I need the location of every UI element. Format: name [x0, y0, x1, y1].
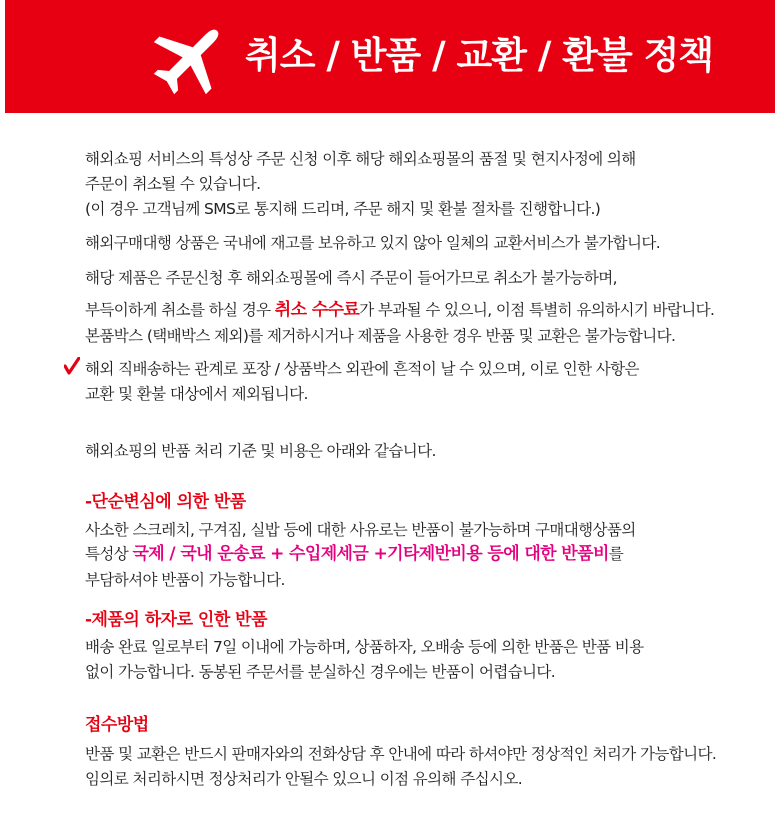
packaging-note-line-1: 해외 직배송하는 관계로 포장 / 상품박스 외관에 흔적이 날 수 있으며, 이로 인한 사항은: [85, 360, 639, 378]
receipt-heading: 접수방법: [85, 715, 149, 735]
no-exchange-note: 해외구매대행 상품은 국내에 재고를 보유하고 있지 않아 일체의 교환서비스가 불가합니다.: [85, 234, 661, 252]
cancel-fee-highlight: 취소 수수료: [274, 300, 360, 320]
cancel-note-line-1: 해당 제품은 주문신청 후 해외쇼핑몰에 즉시 주문이 들어가므로 취소가 불가능하며,: [85, 269, 617, 287]
simple-change-line-1: 사소한 스크레치, 구겨짐, 실밥 등에 대한 사유로는 반품이 불가능하며 구매대행상품의: [85, 521, 636, 539]
packaging-note-line-2: 교환 및 환불 대상에서 제외됩니다.: [85, 385, 308, 403]
page-title: 취소 / 반품 / 교환 / 환불 정책: [245, 34, 714, 77]
cancel-note-line-2: [85, 299, 714, 322]
return-intro: 해외쇼핑의 반품 처리 기준 및 비용은 아래와 같습니다.: [85, 442, 436, 460]
simple-change-line-2: [85, 543, 623, 566]
checkmark-icon: [64, 357, 80, 375]
receipt-line-2: 임의로 처리하시면 정상처리가 안될수 있으니 이점 유의해 주십시오.: [85, 770, 523, 788]
simple-change-heading: -단순변심에 의한 반품: [85, 492, 246, 512]
simple-change-line-3: 부담하셔야 반품이 가능합니다.: [85, 571, 285, 589]
simple-change-pre: 특성상: [85, 545, 133, 563]
return-cost-highlight: 국제 / 국내 운송료 + 수입제세금 +기타제반비용 등에 대한 반품비: [132, 544, 609, 564]
cancel-note-post: 가 부과될 수 있으니, 이점 특별히 유의하시기 바랍니다.: [359, 301, 715, 319]
defect-heading: -제품의 하자로 인한 반품: [85, 610, 268, 630]
box-note: 본품박스 (택배박스 제외)를 제거하시거나 제품을 사용한 경우 반품 및 교환은 불가능합니다.: [85, 327, 676, 345]
intro-line-2: 주문이 취소될 수 있습니다.: [85, 175, 261, 193]
airplane-icon: [147, 18, 233, 98]
cancel-note-pre: 부득이하게 취소를 하실 경우: [85, 301, 275, 319]
defect-line-1: 배송 완료 일로부터 7일 이내에 가능하며, 상품하자, 오배송 등에 의한 반품은 반품 비용: [85, 638, 644, 656]
intro-line-3: (이 경우 고객님께 SMS로 통지해 드리며, 주문 해지 및 환불 절차를 진행합니다.): [85, 200, 601, 218]
receipt-line-1: 반품 및 교환은 반드시 판매자와의 전화상담 후 안내에 따라 하셔야만 정상적인 처리가 가능합니다.: [85, 745, 717, 763]
defect-line-2: 없이 가능합니다. 동봉된 주문서를 분실하신 경우에는 반품이 어렵습니다.: [85, 663, 556, 681]
header-banner: [5, 0, 775, 113]
simple-change-post: 를: [608, 545, 624, 563]
intro-line-1: 해외쇼핑 서비스의 특성상 주문 신청 이후 해당 해외쇼핑몰의 품절 및 현지사정에 의해: [85, 150, 636, 168]
